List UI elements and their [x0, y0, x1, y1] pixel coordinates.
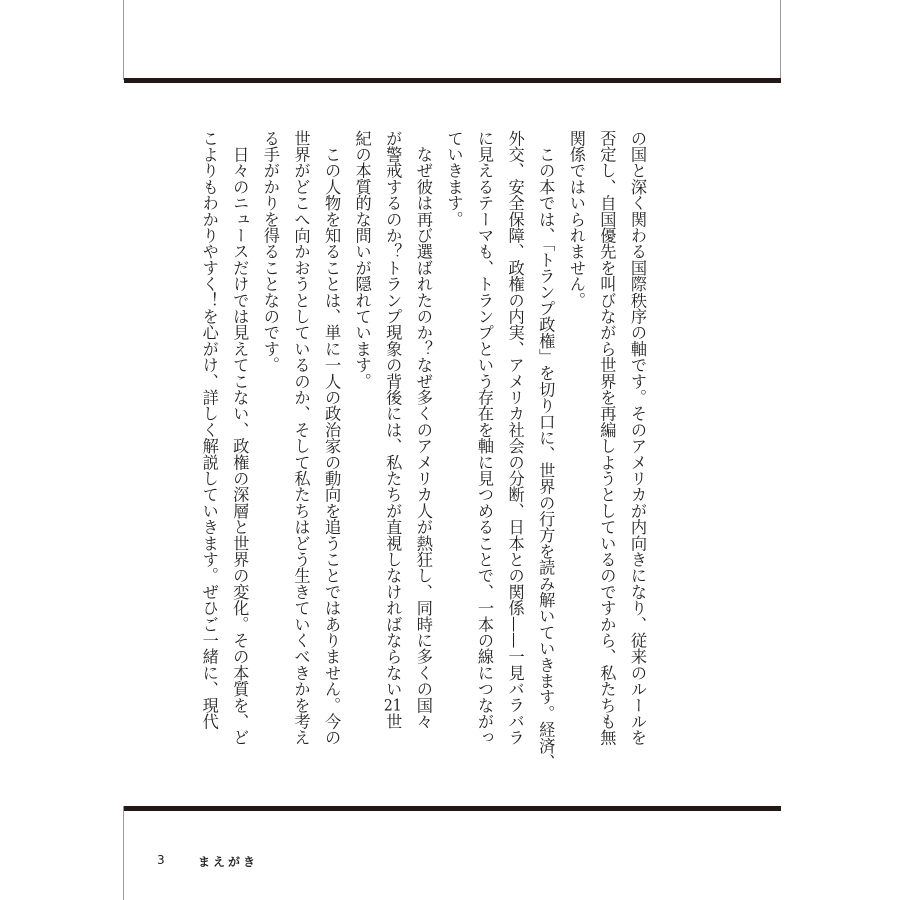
text-line: こよりもわかりやすく！を心がけ、詳しく解説していきます。ぜひご一緒に、現代 [199, 130, 219, 730]
top-rule [124, 78, 781, 83]
text-line: この本では、「トランプ政権」を切り口に、世界の行方を読み解いていきます。経済、 [536, 130, 556, 770]
bottom-rule [124, 806, 781, 811]
bottom-frame-left-line [123, 806, 124, 900]
text-line: 世界がどこへ向かおうとしているのか、そして私たちはどう生きていくべきかを考え [291, 130, 311, 746]
text-line: 関係ではいられません。 [566, 130, 586, 309]
upright-number: 21 [383, 697, 402, 714]
top-frame-left-line [123, 0, 124, 80]
body-text-vertical [193, 130, 652, 770]
text-line: が警戒するのか？トランプ現象の背後には、私たちが直視しなければならない21世 [383, 130, 403, 730]
running-head: まえがき [198, 855, 259, 869]
page-number: 3 [157, 853, 165, 867]
text-line: 紀の本質的な問いが隠れています。 [352, 130, 372, 390]
text-line: に見えるテーマも、トランプという存在を軸に見つめることで、一本の線につながっ [475, 130, 495, 746]
text-line: の国と深く関わる国際秩序の軸です。そのアメリカが内向きになり、従来のルールを [628, 130, 647, 746]
text-line: 外交、安全保障、政権の内実、アメリカ社会の分断、日本との関係——一見バラバラ [505, 130, 525, 746]
text-line: 否定し、自国優先を叫びながら世界を再編しようとしているのですから、私たちも無 [597, 130, 617, 746]
text-line: なぜ彼は再び選ばれたのか？なぜ多くのアメリカ人が熱狂し、同時に多くの国々 [413, 130, 433, 730]
text-line: 日々のニュースだけでは見えてこない、政権の深層と世界の変化。その本質を、ど [230, 130, 250, 746]
text-line: ていきます。 [444, 130, 464, 228]
text-line: る手がかりを得ることなのです。 [260, 130, 280, 373]
top-frame-right-line [780, 0, 781, 80]
text-line: この人物を知ることは、単に一人の政治家の動向を追うことではありません。今の [322, 130, 342, 746]
